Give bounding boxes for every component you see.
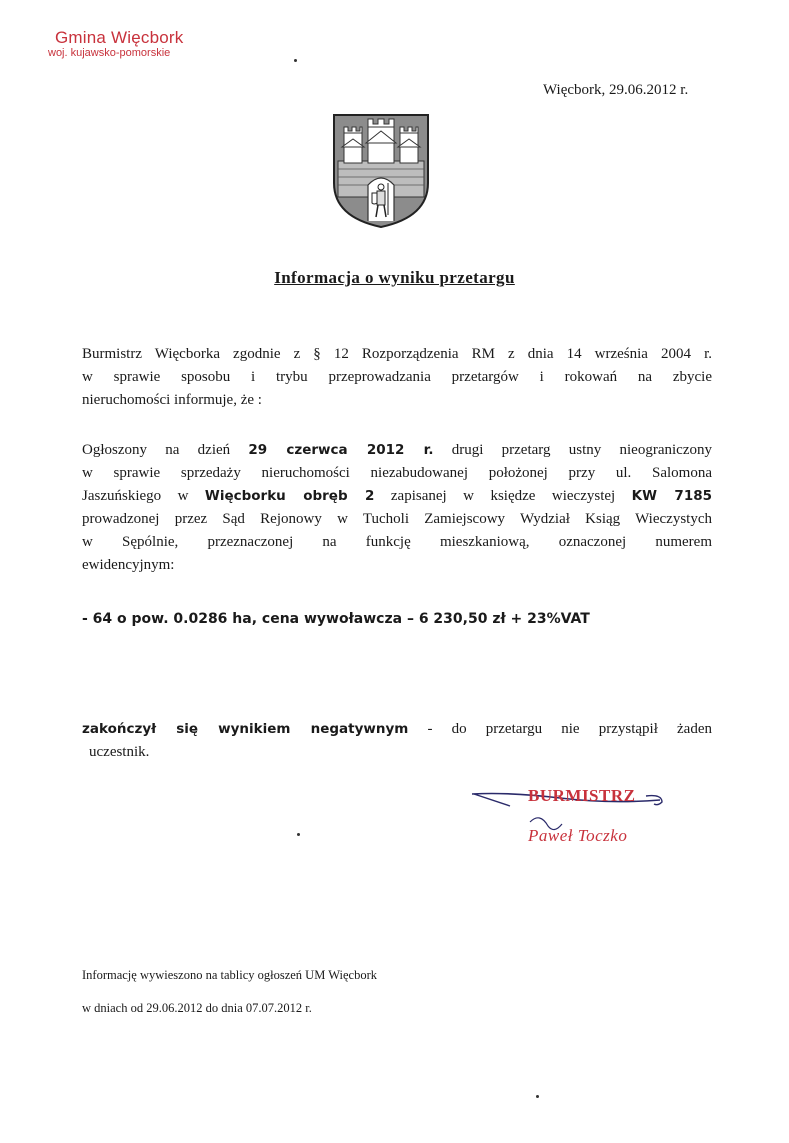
stamp-line-1: Gmina Więcbork — [55, 28, 184, 47]
result-line-1 — [82, 718, 712, 741]
result-outcome: zakończył się wynikiem negatywnym — [82, 721, 409, 737]
intro-paragraph — [82, 343, 712, 412]
intro-line-3: nieruchomości informuje, że : — [82, 392, 262, 408]
tender-text: drugi przetarg ustny nieograniczony — [433, 442, 712, 458]
scan-speck — [294, 59, 297, 62]
coat-of-arms-icon — [332, 113, 430, 229]
tender-line-3 — [82, 485, 712, 508]
stamp-line-2: woj. kujawsko-pomorskie — [48, 47, 171, 59]
tender-text: Jaszuńskiego w — [82, 488, 205, 504]
tender-text: Ogłoszony na dzień — [82, 442, 249, 458]
document-date: Więcbork, 29.06.2012 r. — [543, 82, 689, 98]
tender-line-2: w sprawie sprzedaży nieruchomości niezabudowanej położonej przy ul. Salomona — [82, 465, 712, 481]
intro-line-2: w sprawie sposobu i trybu przeprowadzania przetargów i rokowań na zbycie — [82, 369, 712, 385]
tender-line-6: ewidencyjnym: — [82, 557, 175, 573]
signature-name: Paweł Toczko — [528, 826, 628, 845]
tender-line-1 — [82, 439, 712, 462]
document-title: Informacja o wyniku przetargu — [274, 268, 515, 287]
footer-line-1: Informację wywieszono na tablicy ogłoszeń UM Więcbork — [82, 968, 378, 982]
scan-speck — [297, 833, 300, 836]
land-register-number: KW 7185 — [631, 488, 712, 504]
result-line-2: uczestnik. — [89, 744, 150, 760]
signature-title: BURMISTRZ — [528, 786, 636, 805]
result-paragraph — [82, 718, 712, 764]
tender-text: zapisanej w księdze wieczystej — [374, 488, 632, 504]
intro-line-1: Burmistrz Więcborka zgodnie z § 12 Rozporządzenia RM z dnia 14 września 2004 r. — [82, 346, 712, 362]
tender-location: Więcborku obręb 2 — [204, 488, 375, 504]
municipality-stamp — [48, 28, 183, 59]
tender-line-4: prowadzonej przez Sąd Rejonowy w Tucholi Zamiejscowy Wydział Ksiąg Wieczystych — [82, 511, 712, 527]
tender-paragraph — [82, 439, 712, 577]
tender-date: 29 czerwca 2012 r. — [248, 442, 434, 458]
tender-line-5: w Sępólnie, przeznaczonej na funkcję mieszkaniową, oznaczonej numerem — [82, 534, 712, 550]
footer-line-2: w dniach od 29.06.2012 do dnia 07.07.2012 r. — [82, 1001, 312, 1015]
result-text: - do przetargu nie przystąpił żaden — [408, 721, 712, 737]
scan-speck — [536, 1095, 539, 1098]
parcel-details: - 64 o pow. 0.0286 ha, cena wywoławcza – 6 230,50 zł + 23%VAT — [82, 611, 590, 627]
